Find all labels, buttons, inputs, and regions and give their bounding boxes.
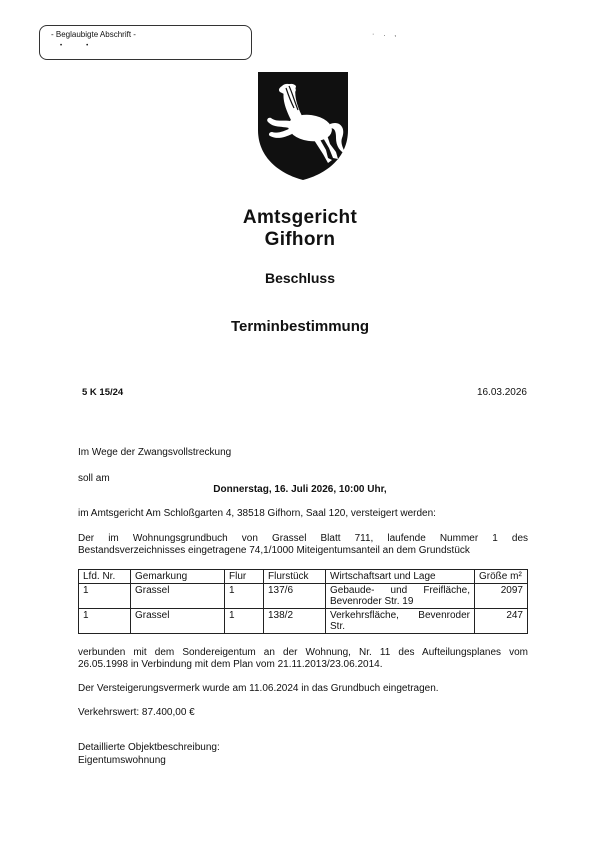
cell-lage-line1: Gebaude- und Freifläche, <box>330 585 470 596</box>
col-header-flur: Flur <box>225 570 264 584</box>
cell-lage <box>326 609 475 634</box>
register-line-1: Der im Wohnungsgrundbuch von Grassel Blatt 711, laufende Nummer 1 des <box>78 533 528 544</box>
col-header-groesse: Größe m² <box>475 570 528 584</box>
lower-saxony-horse-crest-icon <box>256 70 350 182</box>
cell-groesse: 2097 <box>475 584 528 609</box>
scan-specks: ·., <box>372 31 406 38</box>
shall-on-text: soll am <box>78 473 110 484</box>
subject-heading: Terminbestimmung <box>230 318 370 335</box>
market-value: Verkehrswert: 87.400,00 € <box>78 707 195 718</box>
cell-lage-line2: Bevenroder Str. 19 <box>330 596 414 607</box>
court-name-line1: Amtsgericht <box>242 207 358 228</box>
registration-note: Der Versteigerungsvermerk wurde am 11.06.2024 in das Grundbuch eingetragen. <box>78 683 439 694</box>
cell-flur: 1 <box>225 609 264 634</box>
connected-line-1: verbunden mit dem Sondereigentum an der Wohnung, Nr. 11 des Aufteilungsplanes vom <box>78 647 528 658</box>
stamp-ink-marks: •• <box>60 43 113 49</box>
appointment-datetime: Donnerstag, 16. Juli 2026, 10:00 Uhr, <box>213 484 387 495</box>
case-number: 5 K 15/24 <box>82 387 124 398</box>
decision-heading: Beschluss <box>264 270 336 286</box>
register-line-2: Bestandsverzeichnisses eingetragene 74,1/1000 Miteigentumsanteil an dem Grundstück <box>78 545 470 556</box>
parcel-table <box>78 569 528 634</box>
cell-flur: 1 <box>225 584 264 609</box>
cell-nr: 1 <box>79 609 131 634</box>
cell-flurstueck: 138/2 <box>264 609 326 634</box>
connected-line-2: 26.05.1998 in Verbindung mit dem Plan vom 21.11.2013/23.06.2014. <box>78 659 383 670</box>
col-header-lage: Wirtschaftsart und Lage <box>326 570 475 584</box>
table-row <box>79 609 528 634</box>
description-label: Detaillierte Objektbeschreibung: <box>78 742 220 753</box>
col-header-gemarkung: Gemarkung <box>131 570 225 584</box>
court-name-line2: Gifhorn <box>264 229 336 250</box>
court-name <box>0 207 600 251</box>
certified-copy-stamp <box>39 25 252 60</box>
col-header-nr: Lfd. Nr. <box>79 570 131 584</box>
auction-location: im Amtsgericht Am Schloßgarten 4, 38518 Gifhorn, Saal 120, versteigert werden: <box>78 508 436 519</box>
col-header-flurstueck: Flurstück <box>264 570 326 584</box>
cell-lage-line2: Str. <box>330 621 346 632</box>
cell-gemarkung: Grassel <box>131 584 225 609</box>
cell-lage <box>326 584 475 609</box>
description-value: Eigentumswohnung <box>78 755 166 766</box>
table-header-row <box>79 570 528 584</box>
cell-lage-line1: Verkehrsfläche, Bevenroder <box>330 610 470 621</box>
cell-gemarkung: Grassel <box>131 609 225 634</box>
intro-text: Im Wege der Zwangsvollstreckung <box>78 447 232 458</box>
document-date: 16.03.2026 <box>476 387 527 398</box>
table-row <box>79 584 528 609</box>
cell-flurstueck: 137/6 <box>264 584 326 609</box>
cell-nr: 1 <box>79 584 131 609</box>
cell-groesse: 247 <box>475 609 528 634</box>
certified-copy-label: - Beglaubigte Abschrift - <box>51 30 136 39</box>
